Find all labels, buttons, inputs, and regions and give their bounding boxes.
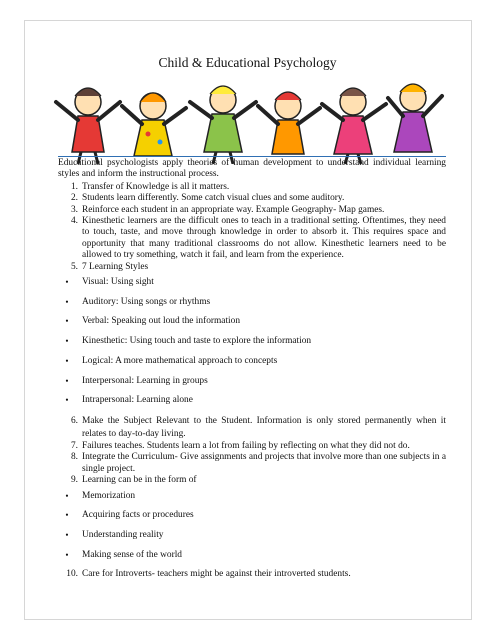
bullet-item <box>58 297 446 317</box>
list-number: 7. <box>70 440 78 451</box>
list-number: 6. <box>70 415 78 426</box>
bullet-item <box>58 510 446 530</box>
bullet-item <box>58 376 446 396</box>
bullet-list-a <box>58 277 446 415</box>
list-number: 2. <box>70 193 78 204</box>
intro-paragraph: Educational psychologists apply theories of human development to understand individual learning styles and inform the instructional process. <box>58 158 446 180</box>
bullet-glyph: • <box>65 490 69 501</box>
list-item <box>58 441 446 452</box>
bullet-text: Auditory: Using songs or rhythms <box>82 296 211 307</box>
kid-figure <box>388 84 442 152</box>
list-number: 4. <box>70 216 78 227</box>
bullet-glyph: • <box>65 375 69 386</box>
title-rule <box>58 156 446 157</box>
bullet-item <box>58 316 446 336</box>
document-body <box>58 158 446 581</box>
list-text: Integrate the Curriculum- Give assignments and projects that involve more than one subjects in a single project. <box>82 452 446 474</box>
bullet-glyph: • <box>65 549 69 560</box>
bullet-text: Logical: A more mathematical approach to concepts <box>82 355 278 366</box>
list-item <box>58 452 446 475</box>
list-item <box>58 193 446 204</box>
kid-figure <box>322 88 386 164</box>
numbered-list-c <box>58 569 446 580</box>
bullet-text: Understanding reality <box>82 529 164 540</box>
bullet-glyph: • <box>65 296 69 307</box>
kid-figure <box>258 92 320 154</box>
list-item <box>58 262 446 273</box>
list-text: Transfer of Knowledge is all it matters. <box>82 181 230 192</box>
bullet-glyph: • <box>65 355 69 366</box>
list-number: 8. <box>70 452 78 463</box>
list-item <box>58 216 446 262</box>
list-item <box>58 182 446 193</box>
list-number: 5. <box>70 261 78 272</box>
list-number: 10. <box>66 569 78 580</box>
bullet-list-b <box>58 491 446 570</box>
bullet-glyph: • <box>65 336 69 347</box>
bullet-glyph: • <box>65 395 69 406</box>
kids-illustration <box>48 72 448 164</box>
bullet-item <box>58 336 446 356</box>
kid-figure <box>190 86 256 164</box>
bullet-item <box>58 277 446 297</box>
list-text: Kinesthetic learners are the difficult ones to teach in a traditional setting. Oftentimes, they need to touch, taste, and move through knowledge in order to absorb it. This requires space and opportunity that many traditional classrooms do not allow. Kinesthetic learners need to be allowed to try something, watch it fail, and learn from the experience. <box>82 216 446 261</box>
bullet-item <box>58 356 446 376</box>
kid-figure <box>56 88 120 164</box>
bullet-text: Memorization <box>82 490 136 501</box>
list-text: Reinforce each student in an appropriate way. Example Geography- Map games. <box>82 204 385 215</box>
bullet-text: Verbal: Speaking out loud the information <box>82 316 241 327</box>
list-item <box>58 205 446 216</box>
list-number: 1. <box>70 181 78 192</box>
bullet-item <box>58 550 446 570</box>
bullet-item <box>58 491 446 511</box>
list-text: Students learn differently. Some catch visual clues and some auditory. <box>82 193 345 204</box>
list-text: Learning can be in the form of <box>82 475 197 486</box>
bullet-text: Acquiring facts or procedures <box>82 510 194 521</box>
bullet-text: Kinesthetic: Using touch and taste to explore the information <box>82 336 312 347</box>
numbered-list-b <box>58 415 446 487</box>
page-title: Child & Educational Psychology <box>158 55 337 70</box>
bullet-text: Visual: Using sight <box>82 277 154 288</box>
bullet-item <box>58 530 446 550</box>
bullet-text: Interpersonal: Learning in groups <box>82 375 208 386</box>
list-text: 7 Learning Styles <box>82 261 149 272</box>
bullet-text: Intrapersonal: Learning alone <box>82 395 193 406</box>
list-text: Failures teaches. Students learn a lot from failing by reflecting on what they did not do. <box>82 440 410 451</box>
list-item <box>58 475 446 486</box>
kid-figure <box>122 93 186 156</box>
list-text: Make the Subject Relevant to the Student. Information is only stored permanently when it relates to day-to-day living. <box>82 415 446 439</box>
bullet-glyph: • <box>65 529 69 540</box>
list-number: 9. <box>70 475 78 486</box>
bullet-glyph: • <box>65 277 69 288</box>
list-text: Care for Introverts- teachers might be against their introverted students. <box>82 569 351 580</box>
list-item <box>58 415 446 441</box>
bullet-item <box>58 395 446 415</box>
list-item <box>58 569 446 580</box>
bullet-text: Making sense of the world <box>82 549 182 560</box>
numbered-list-a <box>58 182 446 273</box>
bullet-glyph: • <box>65 316 69 327</box>
list-number: 3. <box>70 204 78 215</box>
bullet-glyph: • <box>65 510 69 521</box>
